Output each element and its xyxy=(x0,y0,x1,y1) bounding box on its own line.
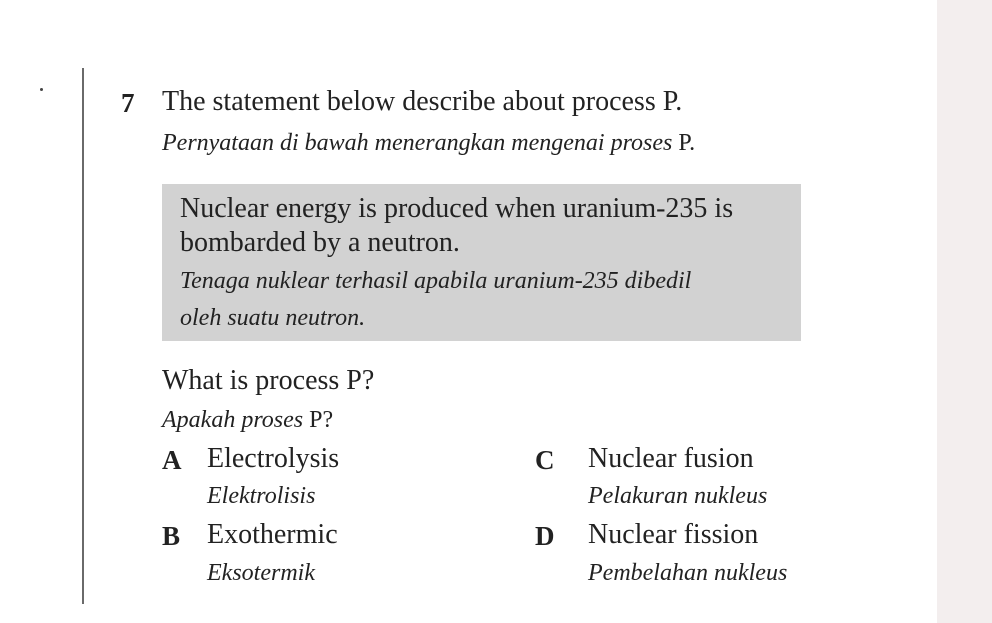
option-d-english[interactable]: Nuclear fission xyxy=(588,519,759,550)
question-stem-malay-text: Pernyataan di bawah menerangkan mengenai proses xyxy=(162,130,673,156)
option-b-malay[interactable]: Eksotermik xyxy=(207,560,315,586)
option-a-letter[interactable]: A xyxy=(162,445,182,475)
option-d-letter[interactable]: D xyxy=(535,521,555,551)
prompt-malay xyxy=(162,407,333,434)
option-b-letter[interactable]: B xyxy=(162,521,181,551)
option-a-malay[interactable]: Elektrolisis xyxy=(207,483,316,509)
option-c-malay[interactable]: Pelakuran nukleus xyxy=(588,483,768,509)
margin-line xyxy=(82,68,84,604)
statement-english-line-1: Nuclear energy is produced when uranium-235 is xyxy=(180,193,734,224)
statement-malay-line-1: Tenaga nuklear terhasil apabila uranium-235 dibedil xyxy=(180,268,692,294)
question-stem-malay xyxy=(162,130,695,157)
statement-malay-line-2: oleh suatu neutron. xyxy=(180,305,366,331)
question-number: 7 xyxy=(121,88,135,118)
option-c-english[interactable]: Nuclear fusion xyxy=(588,443,754,474)
option-d-malay[interactable]: Pembelahan nukleus xyxy=(588,560,788,586)
margin-dot xyxy=(40,88,43,91)
prompt-malay-text: Apakah proses xyxy=(162,407,304,433)
prompt-english: What is process P? xyxy=(162,365,375,396)
right-side-panel xyxy=(937,0,992,623)
question-stem-english: The statement below describe about process P. xyxy=(162,86,683,117)
option-a-english[interactable]: Electrolysis xyxy=(207,443,340,474)
prompt-malay-tail: P? xyxy=(309,407,334,433)
option-b-english[interactable]: Exothermic xyxy=(207,519,338,550)
statement-english-line-2: bombarded by a neutron. xyxy=(180,227,460,258)
option-c-letter[interactable]: C xyxy=(535,445,555,475)
question-stem-malay-tail: P. xyxy=(678,130,696,156)
